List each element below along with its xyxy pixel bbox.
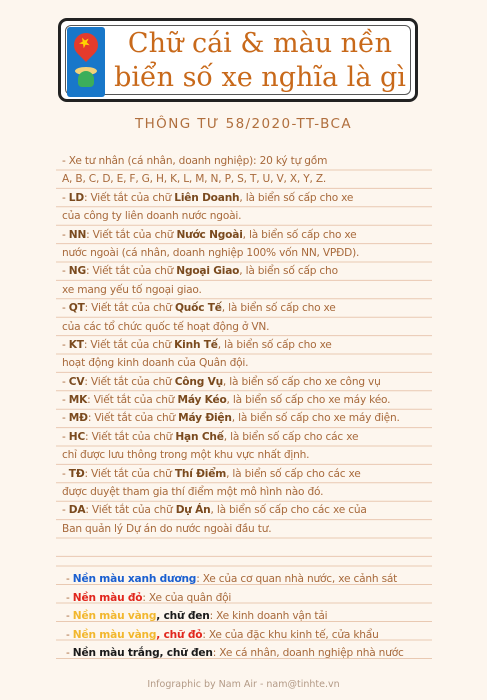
entry-text: , là biển số cấp cho xe — [221, 302, 336, 315]
entry-text: : Viết tắt của chữ — [84, 302, 175, 315]
entry-text: - Xe tư nhân (cá nhân, doanh nghiệp): 20 ký tự gồm — [62, 155, 328, 167]
subtitle: THÔNG TƯ 58/2020-TT-BCA — [134, 116, 352, 132]
page-title — [111, 27, 409, 95]
entry-highlight: Công Vụ — [174, 375, 223, 388]
entry-continuation: xe mang yếu tố ngoại giao. — [62, 283, 202, 296]
entry-text: : Viết tắt của chữ — [85, 265, 177, 278]
entry-text: : Viết tắt của chữ — [84, 467, 175, 480]
color-desc: : Xe của cơ quan nhà nước, xe cảnh sát — [196, 573, 398, 585]
entry-highlight: Ngoại Giao — [176, 265, 240, 278]
entry-text: , là biển số cấp cho xe máy kéo. — [226, 394, 391, 407]
plate-flag-emblem — [67, 27, 105, 97]
entry-dash: - — [62, 191, 69, 204]
entry-dash: - — [62, 412, 69, 425]
color-desc: : Xe kinh doanh vận tải — [209, 610, 328, 622]
entry-line — [62, 373, 422, 391]
entry-text: , là biển số cấp cho các xe — [226, 467, 361, 480]
color-desc: : Xe của đặc khu kinh tế, cửa khẩu — [202, 628, 379, 641]
entry-code: MK — [68, 394, 88, 407]
entry-dash: - — [62, 504, 69, 517]
entry-highlight: Liên Doanh — [174, 191, 240, 204]
entry-text: : Viết tắt của chữ — [83, 338, 175, 351]
entry-line — [62, 409, 422, 427]
color-dash: - — [66, 610, 73, 622]
entry-highlight: Kinh Tế — [174, 338, 218, 351]
entry-line — [62, 501, 422, 519]
entry-text: , là biển số cấp cho xe công vụ — [222, 375, 381, 388]
color-name: Nền màu vàng — [72, 628, 157, 641]
entry-dash: - — [62, 228, 69, 241]
entry-text: : Viết tắt của chữ — [86, 228, 177, 241]
entry-code: CV — [68, 375, 85, 388]
entry-highlight: Nước Ngoài — [176, 228, 243, 241]
entry-continuation: của các tổ chức quốc tế hoạt động ở VN. — [62, 320, 270, 333]
color-desc: : Xe của quân đội — [142, 591, 232, 604]
entry-line — [62, 189, 422, 207]
entry-highlight: Hạn Chế — [175, 430, 224, 443]
color-entry — [66, 607, 436, 626]
entry-text: : Viết tắt của chữ — [87, 394, 178, 407]
entry-highlight: Dự Án — [175, 504, 211, 517]
entry-continuation: hoạt động kinh doanh của Quân đội. — [62, 357, 249, 370]
entry-highlight: Máy Kéo — [177, 394, 227, 407]
entry-text: : Viết tắt của chữ — [87, 412, 179, 425]
entry-dash: - — [62, 302, 69, 315]
color-name: , chữ đỏ — [156, 628, 203, 641]
color-entry — [66, 644, 436, 663]
star-icon: ★ — [74, 32, 95, 54]
entry-dash: - — [62, 265, 69, 278]
entry-code: LD — [68, 191, 84, 204]
entry-highlight: Thí Điểm — [174, 467, 227, 480]
entry-text: : Viết tắt của chữ — [83, 191, 175, 204]
entry-highlight: Quốc Tế — [174, 302, 222, 315]
entry-text: , là biển số cấp cho xe — [217, 338, 332, 351]
background-color-list — [66, 570, 436, 663]
license-plate-banner — [58, 18, 418, 102]
title-line-1: Chữ cái & màu nền — [127, 28, 393, 59]
entry-continuation: A, B, C, D, E, F, G, H, K, L, M, N, P, S, T, U, V, X, Y, Z. — [62, 173, 327, 186]
color-dash: - — [66, 591, 73, 604]
entry-code: NN — [68, 228, 87, 241]
entry-dash: - — [62, 338, 69, 351]
entry-code: NG — [68, 265, 86, 278]
entry-line — [62, 299, 422, 317]
entry-code: TĐ — [68, 467, 85, 480]
color-name: Nền màu vàng — [72, 610, 157, 622]
color-name: , chữ đen — [156, 610, 210, 622]
entry-text: , là biển số cấp cho xe — [239, 191, 354, 204]
entry-text: : Viết tắt của chữ — [84, 375, 175, 388]
entry-code: DA — [68, 504, 86, 517]
entry-code: QT — [68, 302, 85, 315]
entry-text: , là biển số cấp cho xe — [242, 228, 357, 241]
person-icon — [78, 71, 94, 87]
color-entry — [66, 589, 436, 608]
color-entry — [66, 570, 436, 589]
color-entry — [66, 626, 436, 645]
color-dash: - — [66, 647, 73, 659]
color-desc: : Xe cá nhân, doanh nghiệp nhà nước — [212, 647, 404, 659]
entry-continuation: của công ty liên doanh nước ngoài. — [62, 210, 242, 223]
footer-credit: Infographic by Nam Air - nam@tinhte.vn — [147, 679, 340, 690]
entry-dash: - — [62, 394, 69, 407]
entry-code: HC — [68, 430, 86, 443]
entry-line — [62, 262, 422, 280]
entry-text: : Viết tắt của chữ — [85, 430, 176, 443]
title-line-2: biển số xe nghĩa là gì — [114, 62, 406, 93]
color-dash: - — [66, 573, 73, 585]
entry-dash: - — [62, 467, 69, 480]
entry-text: , là biển số cấp cho các xe — [223, 430, 359, 443]
entry-continuation: Ban quản lý Dự án do nước ngoài đầu tư. — [62, 522, 272, 535]
entry-continuation: được duyệt tham gia thí điểm một mô hình nào đó. — [62, 486, 324, 499]
entry-highlight: Máy Điện — [178, 412, 232, 425]
entry-dash: - — [62, 375, 69, 388]
entry-text: , là biển số cấp cho — [239, 265, 338, 278]
entry-text: , là biển số cấp cho các xe của — [210, 504, 367, 517]
entry-line — [62, 428, 422, 446]
entry-code: KT — [68, 338, 84, 351]
entry-continuation: nước ngoài (cá nhân, doanh nghiệp 100% vốn NN, VPĐD). — [62, 246, 360, 259]
letter-code-list — [62, 152, 422, 538]
entry-code: MĐ — [68, 412, 88, 425]
entry-line — [62, 226, 422, 244]
entry-text: : Viết tắt của chữ — [85, 504, 176, 517]
color-name: Nền màu xanh dương — [72, 573, 197, 585]
entry-continuation: chỉ được lưu thông trong một khu vực nhất định. — [62, 449, 310, 462]
color-name: Nền màu trắng, chữ đen — [72, 647, 213, 659]
entry-line — [62, 336, 422, 354]
entry-text: , là biển số cấp cho xe máy điện. — [231, 412, 400, 425]
entry-line — [62, 465, 422, 483]
entry-dash: - — [62, 430, 69, 443]
entry-line — [62, 152, 422, 170]
entry-line — [62, 391, 422, 409]
color-name: Nền màu đỏ — [72, 591, 143, 604]
color-dash: - — [66, 628, 73, 641]
